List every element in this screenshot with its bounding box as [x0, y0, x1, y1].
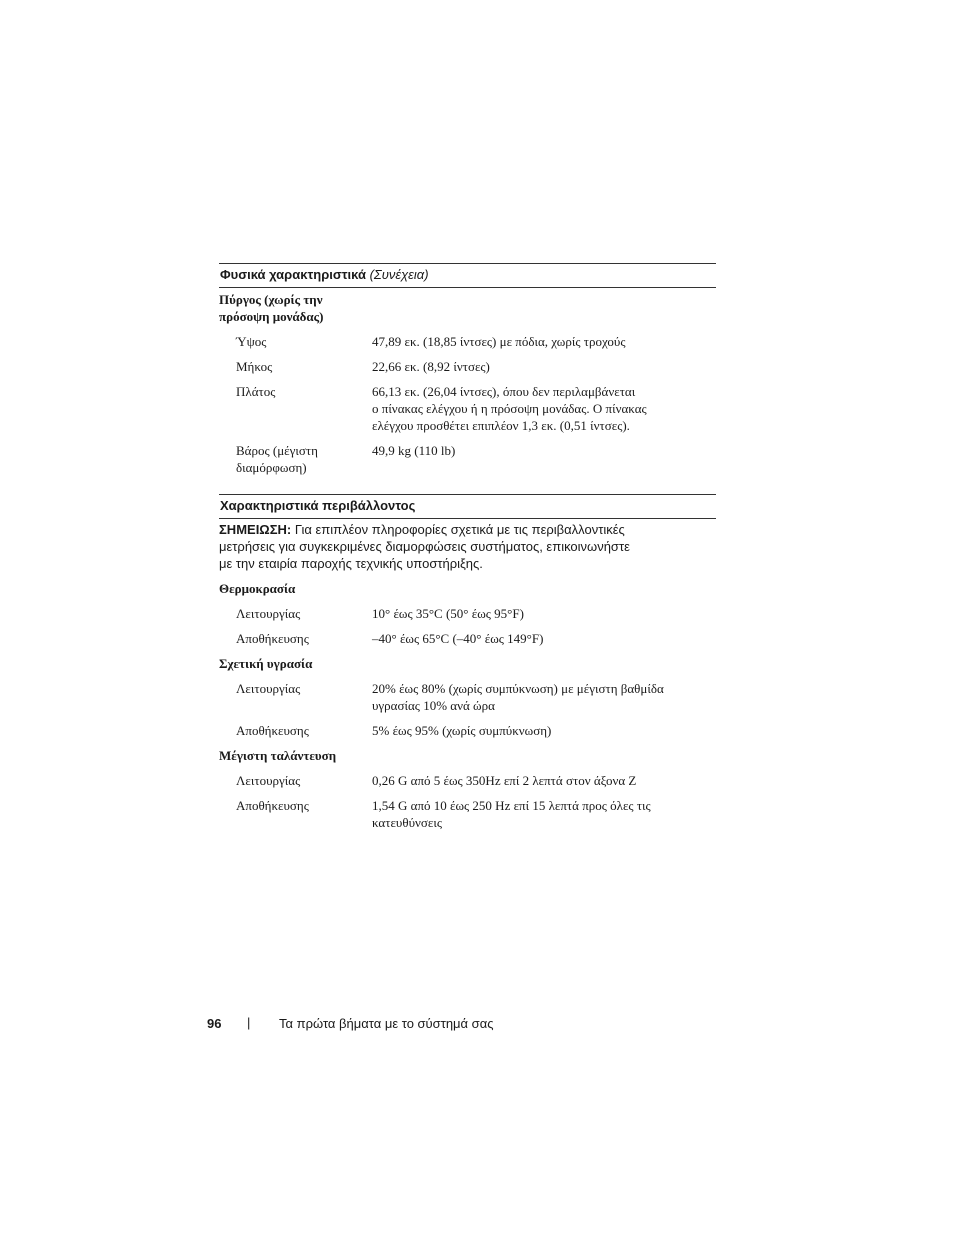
note-label: ΣΗΜΕΙΩΣΗ:	[219, 522, 292, 537]
footer-separator: |	[247, 1015, 251, 1030]
note-block	[219, 521, 716, 572]
spec-value: 10° έως 35°C (50° έως 95°F)	[372, 606, 524, 621]
spec-row-vibration-operating	[219, 772, 716, 789]
spec-value	[372, 680, 716, 714]
section-heading-physical	[219, 264, 716, 287]
spec-label: Αποθήκευσης	[236, 631, 309, 646]
spec-label	[219, 442, 372, 476]
spec-value: 5% έως 95% (χωρίς συμπύκνωση)	[372, 723, 552, 738]
spec-row-humidity-operating	[219, 680, 716, 714]
spec-value-line: 66,13 εκ. (26,04 ίντσες), όπου δεν περιλαμβάνεται	[372, 384, 636, 399]
spec-row-length	[219, 358, 716, 375]
spec-label: Λειτουργίας	[236, 773, 301, 788]
spec-value: –40° έως 65°C (–40° έως 149°F)	[372, 631, 544, 646]
spec-label: Λειτουργίας	[236, 606, 301, 621]
spec-value: 49,9 kg (110 lb)	[372, 443, 456, 458]
footer-title: Τα πρώτα βήματα με το σύστημά σας	[279, 1016, 494, 1031]
spec-row-weight	[219, 442, 716, 476]
group-heading-line: Πύργος (χωρίς την	[219, 292, 323, 307]
spec-label: Ύψος	[236, 334, 267, 349]
spec-value	[372, 797, 716, 831]
spec-value: 22,66 εκ. (8,92 ίντσες)	[372, 359, 490, 374]
group-heading-temperature: Θερμοκρασία	[219, 581, 296, 596]
spec-row-temp-operating	[219, 605, 716, 622]
spec-value-line: υγρασίας 10% ανά ώρα	[372, 698, 495, 713]
spec-label-line: διαμόρφωση)	[236, 460, 307, 475]
spec-label: Πλάτος	[236, 384, 276, 399]
section-title: Χαρακτηριστικά περιβάλλοντος	[220, 498, 416, 513]
note-line	[219, 521, 716, 538]
spec-label: Αποθήκευσης	[236, 723, 309, 738]
note-text: Για επιπλέον πληροφορίες σχετικά με τις περιβαλλοντικές	[294, 522, 625, 537]
spec-label: Αποθήκευσης	[236, 798, 309, 813]
spec-value	[372, 383, 716, 434]
page-number: 96	[207, 1016, 222, 1031]
spec-label: Λειτουργίας	[236, 681, 301, 696]
spec-value: 0,26 G από 5 έως 350Hz επί 2 λεπτά στον άξονα Z	[372, 773, 637, 788]
spec-value-line: ο πίνακας ελέγχου ή η πρόσοψη μονάδας. Ο πίνακας	[372, 401, 647, 416]
section-heading-rule	[219, 518, 716, 519]
group-heading-tower	[219, 291, 716, 325]
section-title: Φυσικά χαρακτηριστικά	[220, 267, 366, 282]
continued-label: (Συνέχεια)	[369, 267, 429, 282]
spec-value: 47,89 εκ. (18,85 ίντσες) με πόδια, χωρίς τροχούς	[372, 334, 626, 349]
note-line: με την εταιρία παροχής τεχνικής υποστήριξης.	[219, 556, 483, 571]
group-heading-line: πρόσοψη μονάδας)	[219, 309, 324, 324]
note-line: μετρήσεις για συγκεκριμένες διαμορφώσεις συστήματος, επικοινωνήστε	[219, 539, 630, 554]
spec-row-humidity-storage	[219, 722, 716, 739]
spec-row-height	[219, 333, 716, 350]
spec-value-line: 20% έως 80% (χωρίς συμπύκνωση) με μέγιστη βαθμίδα	[372, 681, 664, 696]
spec-label: Μήκος	[236, 359, 273, 374]
spec-row-vibration-storage	[219, 797, 716, 831]
group-heading-humidity: Σχετική υγρασία	[219, 656, 313, 671]
spec-label-line: Βάρος (μέγιστη	[236, 443, 318, 458]
group-heading-vibration: Μέγιστη ταλάντευση	[219, 748, 337, 763]
spec-content	[219, 263, 716, 831]
section-heading-environmental	[219, 495, 716, 518]
spec-value-line: ελέγχου προσθέτει επιπλέον 1,3 εκ. (0,51 ίντσες).	[372, 418, 630, 433]
spec-row-temp-storage	[219, 630, 716, 647]
spec-value-line: 1,54 G από 10 έως 250 Hz επί 15 λεπτά προς όλες τις	[372, 798, 651, 813]
section-heading-rule	[219, 287, 716, 288]
spec-row-width	[219, 383, 716, 434]
spec-value-line: κατευθύνσεις	[372, 815, 443, 830]
